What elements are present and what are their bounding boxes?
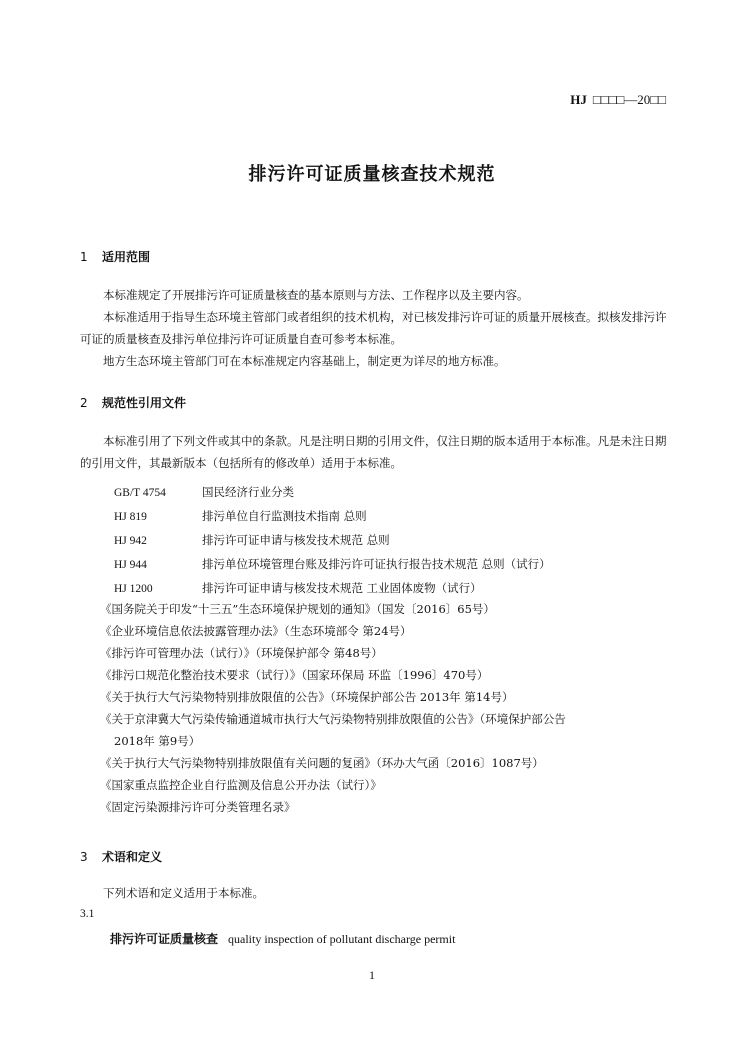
cited-document: 《排污许可管理办法（试行）》（环境保护部令 第48号） <box>100 646 383 660</box>
cited-document: 《关于执行大气污染物特别排放限值有关问题的复函》（环办大气函〔2016〕1087号） <box>100 756 544 770</box>
cited-document: 《企业环境信息依法披露管理办法》（生态环境部令 第24号） <box>100 624 412 638</box>
reference-code: HJ 819 <box>114 511 147 523</box>
reference-code: HJ 944 <box>114 559 147 571</box>
cited-document: 《排污口规范化整治技术要求（试行）》（国家环保局 环监〔1996〕470号） <box>100 668 489 682</box>
page-number: 1 <box>369 968 375 982</box>
term-definition <box>110 930 455 947</box>
section-title: 规范性引用文件 <box>102 396 187 410</box>
section-2-heading <box>80 394 186 411</box>
standard-code <box>570 92 666 108</box>
cited-document: 《国家重点监控企业自行监测及信息公开办法（试行）》 <box>100 778 382 792</box>
term-english: quality inspection of pollutant discharge permit <box>228 932 456 946</box>
reference-item <box>114 580 482 596</box>
reference-name: 排污单位自行监测技术指南 总则 <box>202 509 367 523</box>
section-number: 2 <box>80 396 88 410</box>
section-title: 术语和定义 <box>102 850 163 864</box>
cited-document-continuation: 2018年 第9号） <box>114 734 201 748</box>
reference-code: GB/T 4754 <box>114 487 166 499</box>
section-title: 适用范围 <box>102 250 151 264</box>
reference-name: 排污许可证申请与核发技术规范 总则 <box>202 533 390 547</box>
reference-code: HJ 1200 <box>114 583 153 595</box>
document-title: 排污许可证质量核查技术规范 <box>248 164 496 185</box>
reference-item <box>114 556 551 572</box>
section-3-heading <box>80 848 162 865</box>
section-number: 3 <box>80 850 88 864</box>
s1-paragraph-3: 地方生态环境主管部门可在本标准规定内容基础上，制定更为详尽的地方标准。 <box>103 354 506 368</box>
reference-code: HJ 942 <box>114 535 147 547</box>
cited-document: 《固定污染源排污许可分类管理名录》 <box>100 800 296 814</box>
s3-intro: 下列术语和定义适用于本标准。 <box>103 886 264 900</box>
standard-prefix: HJ <box>570 92 587 107</box>
cited-documents-list <box>100 598 700 818</box>
s2-intro: 本标准引用了下列文件或其中的条款。凡是注明日期的引用文件，仅注日期的版本适用于本标准。凡是未注日期的引用文件，其最新版本（包括所有的修改单）适用于本标准。 <box>80 434 667 470</box>
reference-item <box>114 484 294 500</box>
reference-item <box>114 508 367 524</box>
s1-paragraph-1: 本标准规定了开展排污许可证质量核查的基本原则与方法、工作程序以及主要内容。 <box>103 288 529 302</box>
term-chinese: 排污许可证质量核查 <box>110 932 219 946</box>
s1-paragraph-2: 本标准适用于指导生态环境主管部门或者组织的技术机构，对已核发排污许可证的质量开展核查。拟核发排污许可证的质量核查及排污单位排污许可证质量自查可参考本标准。 <box>80 310 667 346</box>
subsection-number: 3.1 <box>80 908 95 920</box>
reference-name: 国民经济行业分类 <box>202 485 294 499</box>
reference-item <box>114 532 390 548</box>
reference-name: 排污单位环境管理台账及排污许可证执行报告技术规范 总则（试行） <box>202 557 551 571</box>
section-number: 1 <box>80 250 88 264</box>
standard-number: □□□□—20□□ <box>592 92 666 107</box>
cited-document: 《国务院关于印发“十三五”生态环境保护规划的通知》（国发〔2016〕65号） <box>100 602 495 616</box>
cited-document: 《关于京津冀大气污染传输通道城市执行大气污染物特别排放限值的公告》（环境保护部公告 <box>100 712 566 726</box>
cited-document: 《关于执行大气污染物特别排放限值的公告》（环境保护部公告 2013年 第14号） <box>100 690 514 704</box>
reference-name: 排污许可证申请与核发技术规范 工业固体废物（试行） <box>202 581 482 595</box>
section-1-heading <box>80 248 150 265</box>
